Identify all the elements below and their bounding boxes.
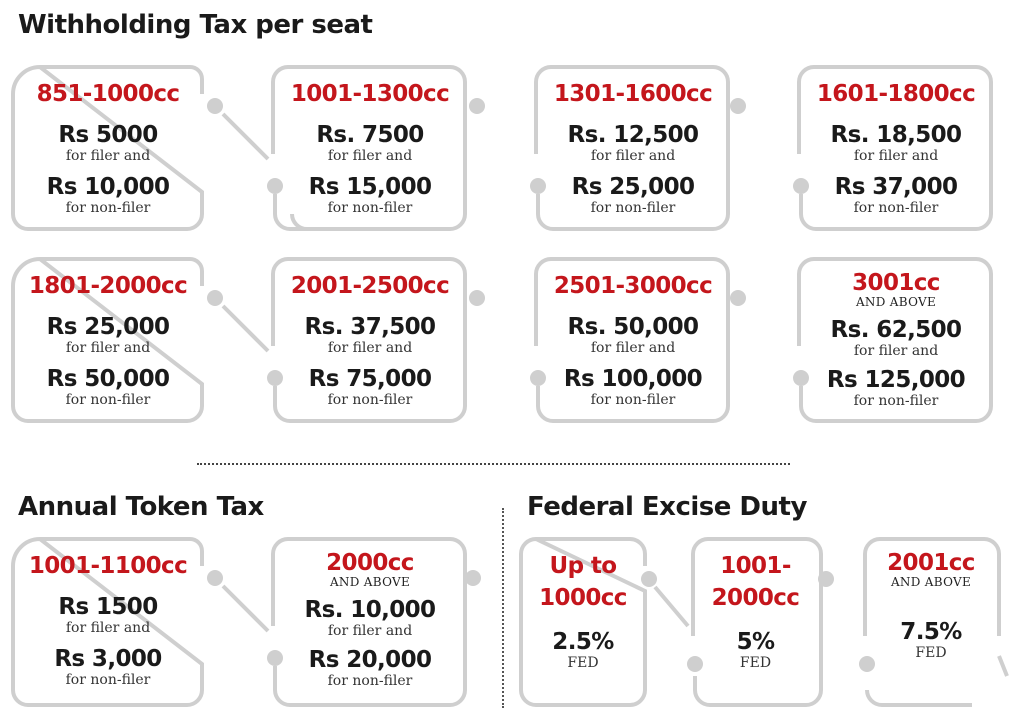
fed-rate: 5%	[736, 629, 775, 655]
engine-range: 2001cc	[887, 550, 975, 576]
fed-label: FED	[567, 655, 599, 671]
engine-range: 1001-1100cc	[28, 553, 188, 579]
nonfiler-label: for non-filer	[327, 673, 413, 689]
filer-label: for filer and	[590, 340, 676, 356]
withholding-card	[796, 64, 1001, 232]
nonfiler-label: for non-filer	[590, 200, 676, 216]
nonfiler-label: for non-filer	[853, 200, 939, 216]
nonfiler-amount: Rs 3,000	[54, 646, 162, 672]
filer-label: for filer and	[327, 148, 413, 164]
filer-amount: Rs. 37,500	[304, 314, 436, 340]
engine-range: 851-1000cc	[36, 81, 180, 107]
engine-range: 2001-2500cc	[290, 273, 450, 299]
filer-label: for filer and	[65, 620, 151, 636]
nonfiler-label: for non-filer	[327, 392, 413, 408]
nonfiler-label: for non-filer	[590, 392, 676, 408]
withholding-card	[533, 64, 748, 232]
withholding-card	[796, 256, 1001, 424]
nonfiler-amount: Rs 20,000	[308, 647, 432, 673]
fed-card	[690, 536, 855, 708]
nonfiler-amount: Rs 75,000	[308, 366, 432, 392]
fed-label: FED	[739, 655, 772, 671]
fed-card	[862, 536, 1012, 708]
nonfiler-amount: Rs 25,000	[571, 174, 695, 200]
withholding-card	[270, 256, 485, 424]
engine-range: 2000cc	[326, 550, 414, 576]
filer-amount: Rs. 7500	[316, 122, 424, 148]
nonfiler-label: for non-filer	[327, 200, 413, 216]
withholding-card	[270, 64, 485, 232]
filer-amount: Rs. 50,000	[567, 314, 699, 340]
filer-label: for filer and	[327, 623, 413, 639]
token-card	[10, 536, 258, 708]
section-divider	[197, 463, 790, 465]
filer-amount: Rs. 18,500	[830, 122, 962, 148]
filer-amount: Rs 25,000	[46, 314, 170, 340]
fed-rate: 7.5%	[900, 619, 962, 645]
range-suffix: AND ABOVE	[890, 575, 972, 589]
engine-range: 1000cc	[539, 585, 627, 611]
filer-label: for filer and	[327, 340, 413, 356]
engine-range: 2501-3000cc	[553, 273, 713, 299]
filer-amount: Rs. 12,500	[567, 122, 699, 148]
filer-label: for filer and	[590, 148, 676, 164]
fed-heading: Federal Excise Duty	[527, 492, 807, 522]
token-card	[270, 536, 485, 708]
filer-label: for filer and	[65, 340, 151, 356]
column-divider	[502, 508, 504, 708]
nonfiler-amount: Rs 15,000	[308, 174, 432, 200]
filer-label: for filer and	[65, 148, 151, 164]
token-heading: Annual Token Tax	[18, 492, 264, 522]
filer-amount: Rs 1500	[58, 594, 158, 620]
withholding-card	[10, 256, 258, 424]
engine-range: 1001-	[720, 553, 791, 579]
withholding-heading: Withholding Tax per seat	[18, 10, 373, 40]
nonfiler-label: for non-filer	[65, 392, 151, 408]
fed-rate: 2.5%	[552, 629, 614, 655]
filer-label: for filer and	[853, 148, 939, 164]
range-suffix: AND ABOVE	[329, 575, 411, 589]
range-suffix: AND ABOVE	[855, 295, 937, 309]
nonfiler-amount: Rs 125,000	[826, 367, 966, 393]
filer-label: for filer and	[853, 343, 939, 359]
nonfiler-amount: Rs 50,000	[46, 366, 170, 392]
filer-amount: Rs. 10,000	[304, 597, 436, 623]
nonfiler-label: for non-filer	[65, 200, 151, 216]
engine-range: 1301-1600cc	[553, 81, 713, 107]
withholding-card	[533, 256, 748, 424]
engine-range: Up to	[549, 553, 617, 579]
engine-range: 1601-1800cc	[816, 81, 976, 107]
nonfiler-amount: Rs 100,000	[563, 366, 703, 392]
nonfiler-label: for non-filer	[65, 672, 151, 688]
nonfiler-label: for non-filer	[853, 393, 939, 409]
engine-range: 1001-1300cc	[290, 81, 450, 107]
filer-amount: Rs. 62,500	[830, 317, 962, 343]
filer-amount: Rs 5000	[58, 122, 158, 148]
withholding-card	[10, 64, 258, 232]
engine-range: 3001cc	[852, 270, 940, 296]
engine-range: 2000cc	[711, 585, 800, 611]
engine-range: 1801-2000cc	[28, 273, 188, 299]
fed-card	[518, 536, 683, 708]
nonfiler-amount: Rs 37,000	[834, 174, 958, 200]
fed-label: FED	[915, 645, 947, 661]
nonfiler-amount: Rs 10,000	[46, 174, 170, 200]
